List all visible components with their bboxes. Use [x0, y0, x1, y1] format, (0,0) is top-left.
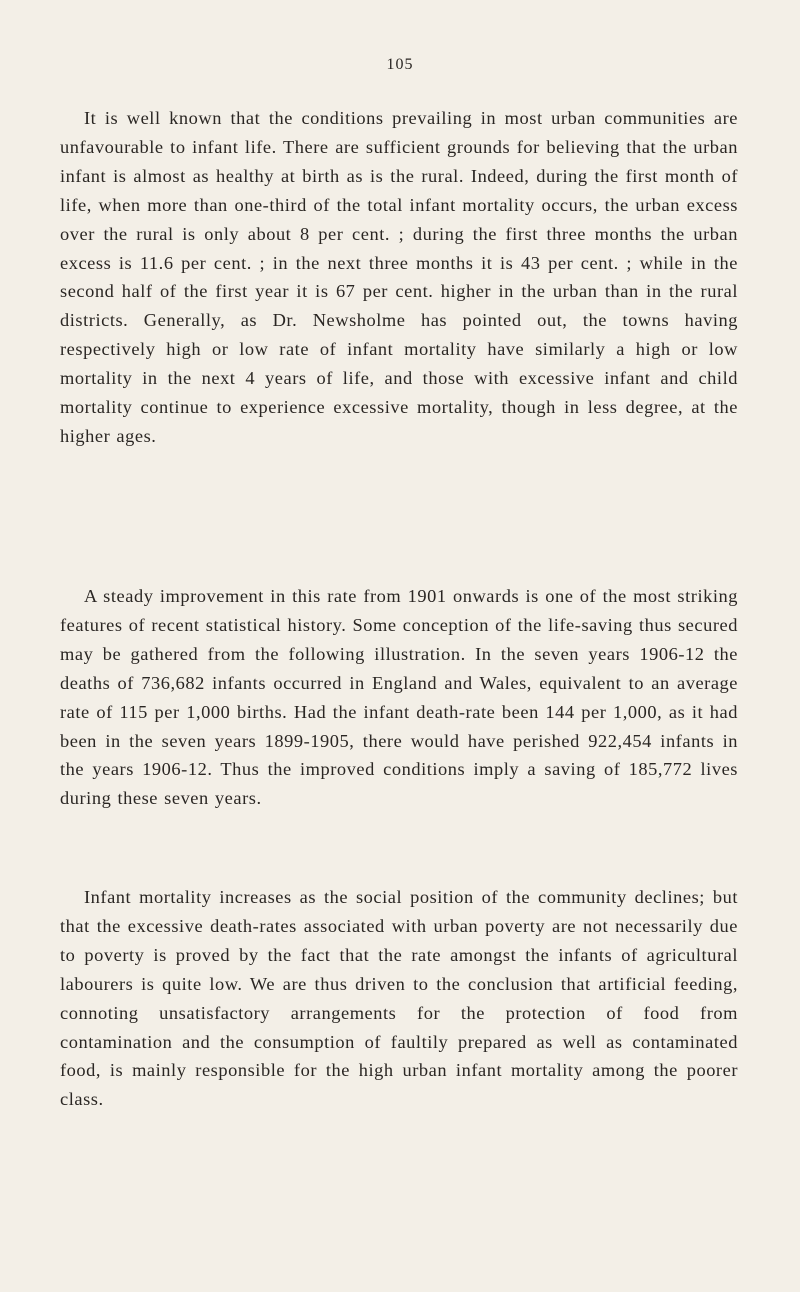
paragraph-text: Infant mortality increases as the social position of the community declines; but that the excessive death-rates associated with urban poverty are not necessarily due to poverty is proved by the fact that the rate amongst the infants of agricultural labourers is quite low. We are thus driven to the conclusion that artificial feeding, connoting unsatisfactory arrangements for the protection of food from contamination and the consumption of faultily prepared as well as contaminated food, is mainly responsible for the high urban infant mortality among the poorer class. — [60, 887, 738, 1110]
page-number: 105 — [386, 56, 414, 73]
paragraph-steady-improvement — [60, 582, 738, 813]
paragraph-social-position — [60, 883, 738, 1114]
paragraph-text: A steady improvement in this rate from 1901 onwards is one of the most striking features of recent statistical history. Some conception of the life-saving thus secured may be gathered from the following illustration. In the seven years 1906-12 the deaths of 736,682 infants occurred in England and Wales, equivalent to an average rate of 115 per 1,000 births. Had the infant death-rate been 144 per 1,000, as it had been in the seven years 1899-1905, there would have perished 922,454 infants in the years 1906-12. Thus the improved conditions imply a saving of 185,772 lives during these seven years. — [60, 586, 738, 809]
paragraph-urban-infant-conditions — [60, 104, 738, 451]
paragraph-text: It is well known that the conditions prevailing in most urban communities are unfavourable to infant life. There are sufficient grounds for believing that the urban infant is almost as healthy at birth as is the rural. Indeed, during the first month of life, when more than one-third of the total infant mortality occurs, the urban excess over the rural is only about 8 per cent. ; during the first three months the urban excess is 11.6 per cent. ; in the next three months it is 43 per cent. ; while in the second half of the first year it is 67 per cent. higher in the urban than in the rural districts. Generally, as Dr. Newsholme has pointed out, the towns having respectively high or low rate of infant mortality have similarly a high or low mortality in the next 4 years of life, and those with excessive infant and child mortality continue to experience excessive mortality, though in less degree, at the higher ages. — [60, 108, 738, 446]
